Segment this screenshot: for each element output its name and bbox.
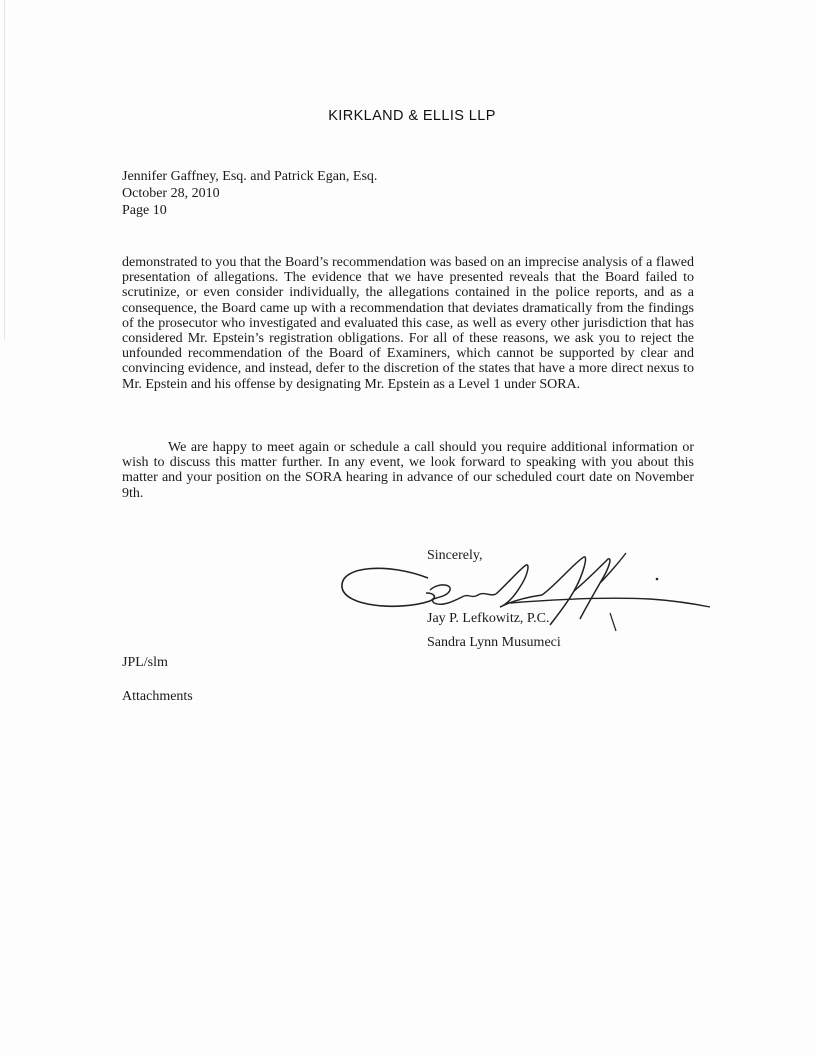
addressees: Jennifer Gaffney, Esq. and Patrick Egan, Esq. xyxy=(122,169,378,184)
continuation-header xyxy=(122,168,377,219)
reference-initials: JPL/slm xyxy=(122,655,168,670)
body-paragraph-2: We are happy to meet again or schedule a call should you require additional information or wish to discuss this matter further. In any event, we look forward to speaking with you about this matter and your position on the SORA hearing in advance of our scheduled court date on November 9th. xyxy=(122,440,694,501)
handwritten-signature xyxy=(330,545,720,645)
letter-date: October 28, 2010 xyxy=(122,186,220,201)
body-paragraph-1: demonstrated to you that the Board’s recommendation was based on an imprecise analysis of a flawed presentation of allegations. The evidence that we have presented reveals that the Board failed to scrutinize, or even consider individually, the allegations contained in the police reports, and as a consequence, the Board came up with a recommendation that deviates dramatically from the findings of the prosecutor who investigated and evaluated this case, as well as every other jurisdiction that has considered Mr. Epstein’s registration obligations. For all of these reasons, we ask you to reject the unfounded recommendation of the Board of Examiners, which cannot be supported by clear and convincing evidence, and instead, defer to the discretion of the states that have a more direct nexus to Mr. Epstein and his offense by designating Mr. Epstein as a Level 1 under SORA. xyxy=(122,255,694,392)
firm-letterhead: KIRKLAND & ELLIS LLP xyxy=(328,108,496,124)
closing-salutation: Sincerely, xyxy=(427,548,483,563)
scan-edge xyxy=(4,0,5,340)
enclosures-note: Attachments xyxy=(122,689,193,704)
page-number: Page 10 xyxy=(122,203,167,218)
signer-name: Jay P. Lefkowitz, P.C. xyxy=(427,611,550,626)
co-signer-name: Sandra Lynn Musumeci xyxy=(427,635,561,650)
